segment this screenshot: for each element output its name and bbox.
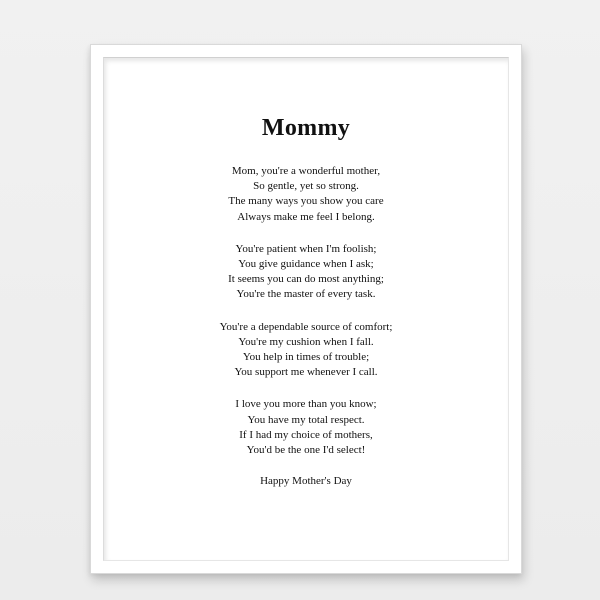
poem-print — [91, 45, 521, 573]
poem-line: You give guidance when I ask; — [238, 258, 374, 271]
poem-line: If I had my choice of mothers, — [239, 428, 373, 441]
poem-line: You're patient when I'm foolish; — [235, 242, 377, 255]
poem-line: The many ways you show you care — [228, 195, 384, 208]
poem-line: You help in times of trouble; — [242, 351, 370, 364]
stanza-4 — [91, 397, 521, 458]
poem-line: You have my total respect. — [247, 413, 365, 426]
stanza-1 — [91, 164, 521, 225]
poem-line: You're my cushion when I fall. — [238, 335, 374, 348]
poem-line: I love you more than you know; — [235, 398, 377, 411]
poem-line: You support me whenever I call. — [234, 366, 378, 379]
signoff-text: Happy Mother's Day — [260, 475, 352, 487]
poem-line: You're a dependable source of comfort; — [219, 320, 393, 333]
poem-body — [91, 164, 521, 475]
poem-line: It seems you can do most anything; — [228, 273, 384, 286]
stanza-2 — [91, 242, 521, 303]
poem-title: Mommy — [261, 115, 351, 141]
poem-line: You'd be the one I'd select! — [246, 444, 366, 457]
poem-line: Always make me feel I belong. — [237, 210, 375, 223]
stanza-3 — [91, 320, 521, 381]
poem-line: So gentle, yet so strong. — [253, 180, 359, 193]
poem-line: Mom, you're a wonderful mother, — [231, 165, 381, 177]
poem-line: You're the master of every task. — [236, 288, 376, 301]
picture-frame — [90, 44, 522, 574]
